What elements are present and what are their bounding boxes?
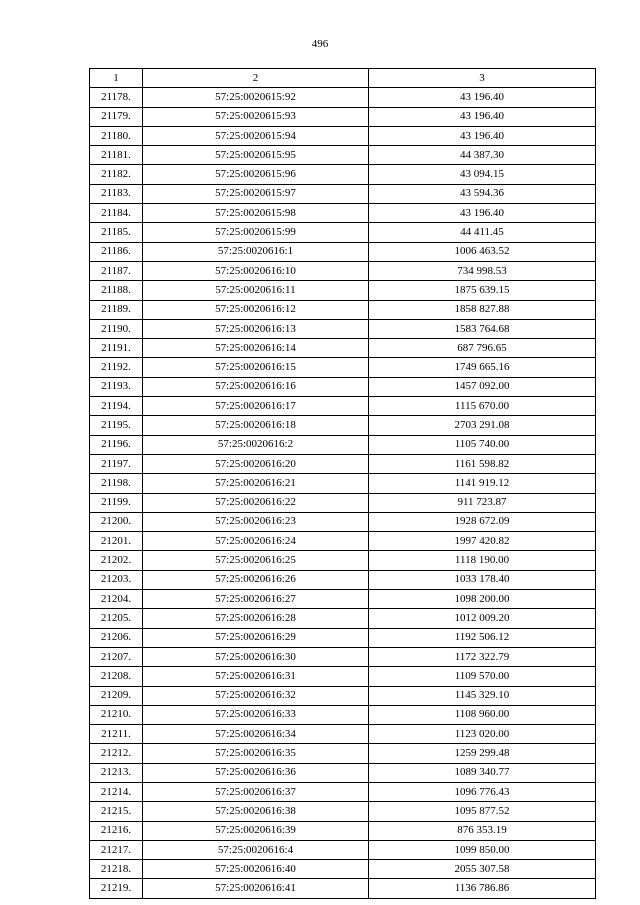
- value-cell: 1123 020.00: [369, 725, 596, 744]
- value-cell: 687 796.65: [369, 339, 596, 358]
- value-cell: 1259 299.48: [369, 744, 596, 763]
- table-row: [90, 242, 596, 261]
- value-cell: 1033 178.40: [369, 570, 596, 589]
- cadastral-number-cell: 57:25:0020616:36: [143, 763, 369, 782]
- table-row: [90, 782, 596, 801]
- cadastral-number-cell: 57:25:0020616:21: [143, 474, 369, 493]
- row-number-cell: 21202.: [90, 551, 143, 570]
- cadastral-number-cell: 57:25:0020616:1: [143, 242, 369, 261]
- cadastral-number-cell: 57:25:0020615:95: [143, 146, 369, 165]
- row-number-cell: 21195.: [90, 416, 143, 435]
- cadastral-number-cell: 57:25:0020616:24: [143, 532, 369, 551]
- row-number-cell: 21216.: [90, 821, 143, 840]
- cadastral-number-cell: 57:25:0020615:92: [143, 88, 369, 107]
- row-number-cell: 21214.: [90, 782, 143, 801]
- table-row: [90, 146, 596, 165]
- row-number-cell: 21190.: [90, 319, 143, 338]
- row-number-cell: 21197.: [90, 454, 143, 473]
- cadastral-number-cell: 57:25:0020616:10: [143, 261, 369, 280]
- cadastral-number-cell: 57:25:0020616:13: [143, 319, 369, 338]
- table-row: [90, 860, 596, 879]
- table-row: [90, 261, 596, 280]
- table-row: [90, 319, 596, 338]
- table-row: [90, 165, 596, 184]
- row-number-cell: 21209.: [90, 686, 143, 705]
- row-number-cell: 21217.: [90, 840, 143, 859]
- table-row: [90, 840, 596, 859]
- cadastral-number-cell: 57:25:0020616:28: [143, 609, 369, 628]
- value-cell: 2055 307.58: [369, 860, 596, 879]
- table-row: [90, 763, 596, 782]
- value-cell: 2703 291.08: [369, 416, 596, 435]
- value-cell: 43 594.36: [369, 184, 596, 203]
- table-row: [90, 493, 596, 512]
- row-number-cell: 21198.: [90, 474, 143, 493]
- row-number-cell: 21182.: [90, 165, 143, 184]
- value-cell: 1583 764.68: [369, 319, 596, 338]
- table-row: [90, 802, 596, 821]
- cadastral-number-cell: 57:25:0020616:18: [143, 416, 369, 435]
- data-table: [89, 68, 596, 899]
- table-row: [90, 339, 596, 358]
- table-row: [90, 223, 596, 242]
- cadastral-number-cell: 57:25:0020616:41: [143, 879, 369, 898]
- table-row: [90, 358, 596, 377]
- value-cell: 44 387.30: [369, 146, 596, 165]
- value-cell: 876 353.19: [369, 821, 596, 840]
- cadastral-number-cell: 57:25:0020616:12: [143, 300, 369, 319]
- page-number: 496: [311, 38, 329, 50]
- cadastral-number-cell: 57:25:0020616:2: [143, 435, 369, 454]
- table-row: [90, 512, 596, 531]
- row-number-cell: 21210.: [90, 705, 143, 724]
- value-cell: 1749 665.16: [369, 358, 596, 377]
- table-row: [90, 532, 596, 551]
- cadastral-number-cell: 57:25:0020616:38: [143, 802, 369, 821]
- value-cell: 1105 740.00: [369, 435, 596, 454]
- row-number-cell: 21196.: [90, 435, 143, 454]
- value-cell: 911 723.87: [369, 493, 596, 512]
- value-cell: 1115 670.00: [369, 397, 596, 416]
- table-row: [90, 667, 596, 686]
- cadastral-number-cell: 57:25:0020616:31: [143, 667, 369, 686]
- value-cell: 1096 776.43: [369, 782, 596, 801]
- value-cell: 1145 329.10: [369, 686, 596, 705]
- table-row: [90, 705, 596, 724]
- value-cell: 734 998.53: [369, 261, 596, 280]
- table-row: [90, 821, 596, 840]
- table-row: [90, 107, 596, 126]
- table-row: [90, 88, 596, 107]
- cadastral-number-cell: 57:25:0020616:25: [143, 551, 369, 570]
- value-cell: 1192 506.12: [369, 628, 596, 647]
- row-number-cell: 21183.: [90, 184, 143, 203]
- table-body: [90, 88, 596, 898]
- row-number-cell: 21187.: [90, 261, 143, 280]
- row-number-cell: 21184.: [90, 204, 143, 223]
- cadastral-number-cell: 57:25:0020616:27: [143, 590, 369, 609]
- value-cell: 1099 850.00: [369, 840, 596, 859]
- row-number-cell: 21215.: [90, 802, 143, 821]
- value-cell: 1136 786.86: [369, 879, 596, 898]
- table-row: [90, 416, 596, 435]
- value-cell: 43 196.40: [369, 88, 596, 107]
- value-cell: 1858 827.88: [369, 300, 596, 319]
- table-row: [90, 744, 596, 763]
- table-row: [90, 300, 596, 319]
- row-number-cell: 21208.: [90, 667, 143, 686]
- table-row: [90, 647, 596, 666]
- row-number-cell: 21192.: [90, 358, 143, 377]
- row-number-cell: 21201.: [90, 532, 143, 551]
- row-number-cell: 21179.: [90, 107, 143, 126]
- cadastral-number-cell: 57:25:0020615:93: [143, 107, 369, 126]
- value-cell: 43 196.40: [369, 204, 596, 223]
- table-row: [90, 204, 596, 223]
- cadastral-number-cell: 57:25:0020616:39: [143, 821, 369, 840]
- table-row: [90, 281, 596, 300]
- value-cell: 1997 420.82: [369, 532, 596, 551]
- table-row: [90, 126, 596, 145]
- cadastral-number-cell: 57:25:0020616:29: [143, 628, 369, 647]
- row-number-cell: 21207.: [90, 647, 143, 666]
- row-number-cell: 21185.: [90, 223, 143, 242]
- value-cell: 44 411.45: [369, 223, 596, 242]
- table-row: [90, 628, 596, 647]
- row-number-cell: 21205.: [90, 609, 143, 628]
- row-number-cell: 21178.: [90, 88, 143, 107]
- value-cell: 1098 200.00: [369, 590, 596, 609]
- table-row: [90, 397, 596, 416]
- cadastral-number-cell: 57:25:0020616:20: [143, 454, 369, 473]
- cadastral-number-cell: 57:25:0020616:26: [143, 570, 369, 589]
- cadastral-number-cell: 57:25:0020616:32: [143, 686, 369, 705]
- row-number-cell: 21206.: [90, 628, 143, 647]
- column-header-1: 1: [90, 69, 143, 88]
- value-cell: 1095 877.52: [369, 802, 596, 821]
- column-header-3: 3: [369, 69, 596, 88]
- table-row: [90, 686, 596, 705]
- cadastral-number-cell: 57:25:0020616:11: [143, 281, 369, 300]
- row-number-cell: 21180.: [90, 126, 143, 145]
- cadastral-number-cell: 57:25:0020616:37: [143, 782, 369, 801]
- row-number-cell: 21211.: [90, 725, 143, 744]
- row-number-cell: 21191.: [90, 339, 143, 358]
- value-cell: 1012 009.20: [369, 609, 596, 628]
- value-cell: 1141 919.12: [369, 474, 596, 493]
- table-row: [90, 184, 596, 203]
- row-number-cell: 21219.: [90, 879, 143, 898]
- value-cell: 1089 340.77: [369, 763, 596, 782]
- row-number-cell: 21213.: [90, 763, 143, 782]
- cadastral-number-cell: 57:25:0020616:15: [143, 358, 369, 377]
- table-row: [90, 570, 596, 589]
- cadastral-number-cell: 57:25:0020616:40: [143, 860, 369, 879]
- row-number-cell: 21189.: [90, 300, 143, 319]
- table-row: [90, 879, 596, 898]
- value-cell: 1006 463.52: [369, 242, 596, 261]
- value-cell: 1109 570.00: [369, 667, 596, 686]
- value-cell: 43 196.40: [369, 126, 596, 145]
- value-cell: 1875 639.15: [369, 281, 596, 300]
- table-row: [90, 725, 596, 744]
- cadastral-number-cell: 57:25:0020616:16: [143, 377, 369, 396]
- row-number-cell: 21188.: [90, 281, 143, 300]
- cadastral-number-cell: 57:25:0020616:33: [143, 705, 369, 724]
- row-number-cell: 21204.: [90, 590, 143, 609]
- row-number-cell: 21193.: [90, 377, 143, 396]
- value-cell: 1108 960.00: [369, 705, 596, 724]
- cadastral-number-cell: 57:25:0020616:4: [143, 840, 369, 859]
- row-number-cell: 21194.: [90, 397, 143, 416]
- table-row: [90, 474, 596, 493]
- cadastral-number-cell: 57:25:0020615:97: [143, 184, 369, 203]
- table-row: [90, 435, 596, 454]
- table-row: [90, 454, 596, 473]
- row-number-cell: 21200.: [90, 512, 143, 531]
- value-cell: 1172 322.79: [369, 647, 596, 666]
- table-row: [90, 551, 596, 570]
- table-row: [90, 590, 596, 609]
- cadastral-number-cell: 57:25:0020615:94: [143, 126, 369, 145]
- row-number-cell: 21199.: [90, 493, 143, 512]
- cadastral-number-cell: 57:25:0020616:14: [143, 339, 369, 358]
- row-number-cell: 21212.: [90, 744, 143, 763]
- cadastral-number-cell: 57:25:0020616:17: [143, 397, 369, 416]
- table-header-row: [90, 69, 596, 88]
- row-number-cell: 21181.: [90, 146, 143, 165]
- column-header-2: 2: [143, 69, 369, 88]
- value-cell: 1928 672.09: [369, 512, 596, 531]
- cadastral-number-cell: 57:25:0020616:22: [143, 493, 369, 512]
- row-number-cell: 21203.: [90, 570, 143, 589]
- value-cell: 43 196.40: [369, 107, 596, 126]
- cadastral-number-cell: 57:25:0020616:35: [143, 744, 369, 763]
- value-cell: 1118 190.00: [369, 551, 596, 570]
- cadastral-number-cell: 57:25:0020616:34: [143, 725, 369, 744]
- table-row: [90, 609, 596, 628]
- cadastral-number-cell: 57:25:0020616:23: [143, 512, 369, 531]
- cadastral-number-cell: 57:25:0020615:96: [143, 165, 369, 184]
- value-cell: 1161 598.82: [369, 454, 596, 473]
- row-number-cell: 21218.: [90, 860, 143, 879]
- table-row: [90, 377, 596, 396]
- cadastral-number-cell: 57:25:0020615:99: [143, 223, 369, 242]
- cadastral-number-cell: 57:25:0020615:98: [143, 204, 369, 223]
- value-cell: 1457 092.00: [369, 377, 596, 396]
- value-cell: 43 094.15: [369, 165, 596, 184]
- cadastral-number-cell: 57:25:0020616:30: [143, 647, 369, 666]
- row-number-cell: 21186.: [90, 242, 143, 261]
